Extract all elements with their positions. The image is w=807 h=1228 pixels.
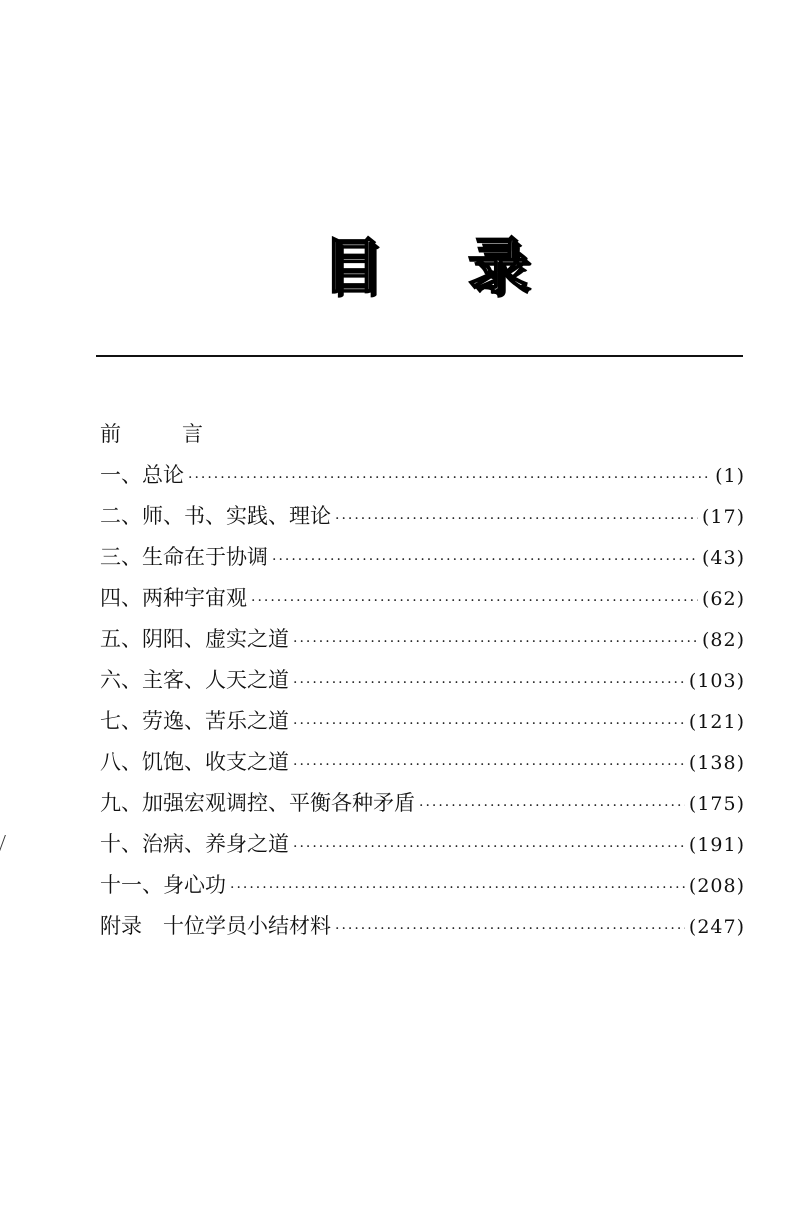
toc-entry-page: (208) <box>688 875 745 897</box>
toc-entry-title: 五、阴阳、虚实之道 <box>100 627 289 651</box>
toc-entry-page: (138) <box>688 752 745 774</box>
toc-entry[interactable] <box>100 619 745 660</box>
dot-leader <box>251 581 698 622</box>
toc-entry-page: (82) <box>701 629 745 651</box>
toc-entry-page: (1) <box>715 465 745 487</box>
dot-leader <box>293 827 685 868</box>
toc-entry[interactable] <box>100 824 745 865</box>
toc-entry[interactable] <box>100 742 745 783</box>
table-of-contents <box>100 414 745 947</box>
title-char-1: 目 <box>322 232 382 302</box>
toc-entry-page: (103) <box>688 670 745 692</box>
toc-entry-title: 十、治病、养身之道 <box>100 832 289 856</box>
dot-leader <box>188 458 711 499</box>
toc-entry-title: 一、总论 <box>100 463 184 487</box>
toc-entry[interactable] <box>100 906 745 947</box>
dot-leader <box>335 909 685 950</box>
dot-leader <box>272 540 698 581</box>
toc-entry[interactable] <box>100 660 745 701</box>
toc-entry-title: 二、师、书、实践、理论 <box>100 504 331 528</box>
toc-entry[interactable] <box>100 865 745 906</box>
dot-leader <box>293 663 685 704</box>
toc-entry-title: 七、劳逸、苦乐之道 <box>100 709 289 733</box>
toc-entry-title: 八、饥饱、收支之道 <box>100 750 289 774</box>
toc-entry-page: (191) <box>688 834 745 856</box>
toc-entry-page: (247) <box>688 916 745 938</box>
toc-entry[interactable] <box>100 455 745 496</box>
toc-entry-page: (17) <box>701 506 745 528</box>
title-char-2: 录 <box>468 232 528 302</box>
toc-entry-title: 十一、身心功 <box>100 873 226 897</box>
toc-entry-page: (62) <box>701 588 745 610</box>
toc-entry-title: 九、加强宏观调控、平衡各种矛盾 <box>100 791 415 815</box>
toc-entry-page: (43) <box>701 547 745 569</box>
page-title <box>0 232 807 302</box>
toc-entry[interactable] <box>100 496 745 537</box>
toc-entry-title: 六、主客、人天之道 <box>100 668 289 692</box>
toc-entry-page: (175) <box>688 793 745 815</box>
dot-leader <box>293 704 685 745</box>
toc-entry[interactable] <box>100 537 745 578</box>
toc-entry[interactable] <box>100 578 745 619</box>
toc-preface[interactable]: 前 言 <box>100 422 223 446</box>
dot-leader <box>230 868 685 909</box>
toc-entry-page: (121) <box>688 711 745 733</box>
dot-leader <box>335 499 698 540</box>
toc-entry[interactable] <box>100 701 745 742</box>
toc-entry-title: 三、生命在于协调 <box>100 545 268 569</box>
title-divider <box>96 355 743 357</box>
dot-leader <box>293 622 698 663</box>
toc-entry[interactable] <box>100 783 745 824</box>
toc-entry-title: 附录 十位学员小结材料 <box>100 914 331 938</box>
dot-leader <box>419 786 685 827</box>
dot-leader <box>293 745 685 786</box>
margin-mark <box>0 835 12 851</box>
toc-entry-title: 四、两种宇宙观 <box>100 586 247 610</box>
